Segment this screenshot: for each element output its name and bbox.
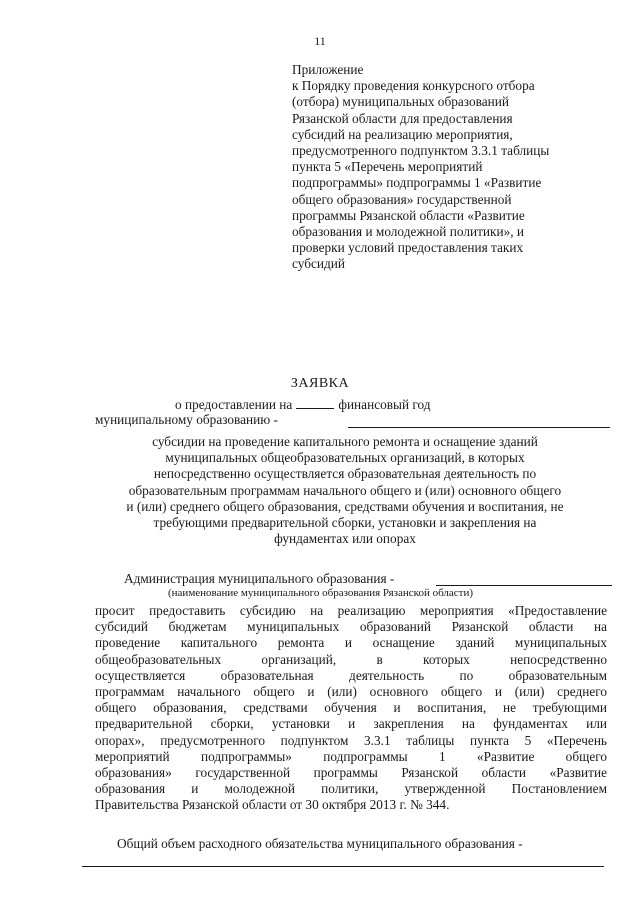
- appendix-line: образования и молодежной политики», и: [292, 224, 525, 240]
- paragraph-line: программам начального общего и (или) основного общего и (или) среднего: [95, 684, 607, 700]
- paragraph-line: общеобразовательных организаций, в которых непосредственно: [95, 651, 607, 667]
- year-line: [175, 396, 431, 413]
- admin-line: Администрация муниципального образования -: [124, 571, 395, 586]
- appendix-line: субсидий: [292, 256, 345, 272]
- appendix-block: [292, 62, 549, 273]
- appendix-line: предусмотренного подпунктом 3.3.1 таблицы: [292, 143, 550, 159]
- paragraph-line: образования» государственной программы Рязанской области «Развитие: [95, 765, 607, 781]
- year-line-suffix: финансовый год: [338, 397, 431, 412]
- appendix-line: Приложение: [292, 62, 364, 77]
- total-obligation-line: Общий объем расходного обязательства муниципального образования -: [117, 836, 523, 851]
- total-blank-rule: [82, 866, 604, 867]
- municipality-line: муниципальному образованию -: [95, 412, 278, 427]
- appendix-line: общего образования» государственной: [292, 191, 512, 207]
- paragraph-line: просит предоставить субсидию на реализацию мероприятия «Предоставление: [95, 603, 607, 618]
- paragraph-line: проведение капитального ремонта и оснащение зданий муниципальных: [95, 635, 607, 651]
- appendix-line: пункта 5 «Перечень мероприятий: [292, 159, 483, 175]
- request-paragraph: [95, 603, 607, 814]
- purpose-line: и (или) среднего общего образования, средствами обучения и воспитания, не: [126, 498, 564, 514]
- year-line-prefix: о предоставлении на: [175, 397, 293, 412]
- purpose-line: субсидии на проведение капитального ремонта и оснащение зданий: [152, 434, 538, 449]
- paragraph-line: Правительства Рязанской области от 30 октября 2013 г. № 344.: [95, 797, 450, 813]
- purpose-line: непосредственно осуществляется образовательная деятельность по: [153, 466, 537, 482]
- appendix-line: программы Рязанской области «Развитие: [292, 207, 525, 223]
- admin-blank-rule: [436, 585, 612, 586]
- paragraph-line: образования и молодежной политики, утвержденной Постановлением: [95, 781, 607, 797]
- appendix-line: Рязанской области для предоставления: [292, 110, 513, 126]
- paragraph-line: общего образования, средствами обучения и воспитания, не требующими: [95, 700, 607, 716]
- paragraph-line: предварительной сборки, установки и закрепления на фундаментах или: [95, 716, 607, 732]
- paragraph-line: опорах», предусмотренного подпунктом 3.3.1 таблицы пункта 5 «Перечень: [95, 732, 607, 748]
- appendix-line: к Порядку проведения конкурсного отбора: [292, 78, 535, 94]
- municipality-blank-rule: [348, 427, 610, 428]
- appendix-line: подпрограммы» подпрограммы 1 «Развитие: [292, 175, 542, 191]
- page-number: 11: [314, 34, 326, 48]
- document-title: ЗАЯВКА: [290, 376, 350, 391]
- paragraph-line: субсидий бюджетам муниципальных образований Рязанской области на: [95, 619, 607, 635]
- purpose-line: требующими предварительной сборки, установки и закрепления на: [153, 515, 537, 531]
- paragraph-line: осуществляется образовательная деятельность по образовательным: [95, 667, 607, 683]
- paragraph-line: мероприятий подпрограммы» подпрограммы 1 «Развитие общего: [95, 748, 607, 764]
- year-blank: [296, 396, 334, 409]
- appendix-line: субсидий на реализацию мероприятия,: [292, 126, 513, 142]
- purpose-block: [80, 434, 610, 547]
- admin-caption: (наименование муниципального образования Рязанской области): [168, 587, 474, 599]
- purpose-line: муниципальных общеобразовательных организаций, в которых: [165, 450, 525, 466]
- purpose-line: фундаментах или опорах: [274, 531, 416, 547]
- purpose-line: образовательным программам начального общего и (или) основного общего: [128, 482, 562, 498]
- appendix-line: проверки условий предоставления таких: [292, 240, 524, 256]
- appendix-line: (отбора) муниципальных образований: [292, 94, 509, 110]
